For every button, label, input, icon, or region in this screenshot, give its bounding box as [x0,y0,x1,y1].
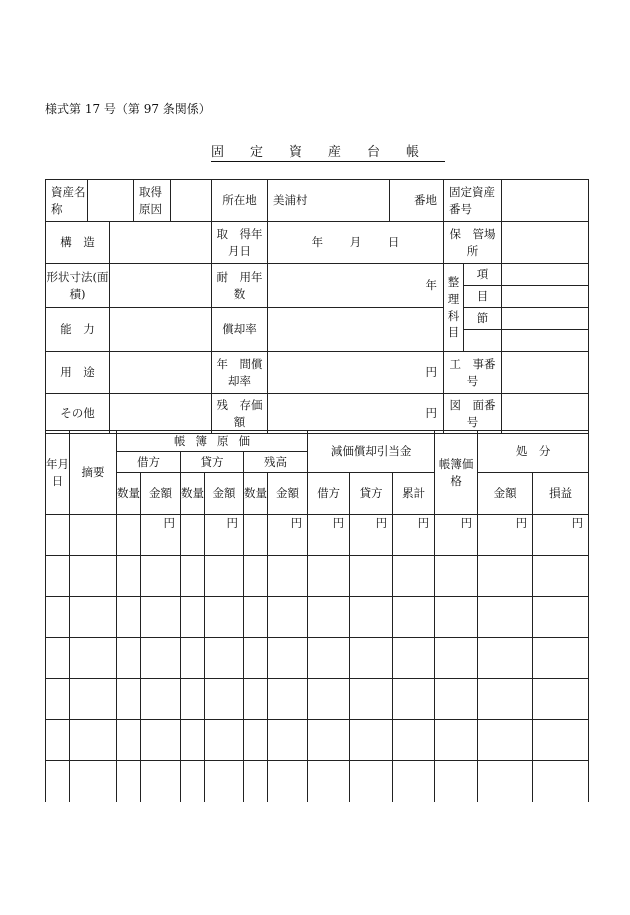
use-value[interactable] [110,352,212,394]
depr-rate-value[interactable] [268,308,444,352]
acquisition-cause-label: 取得原因 [134,180,171,222]
disposal-header: 処 分 [478,431,589,473]
table-row [46,679,589,720]
asset-number-label: 固定資産番号 [444,180,502,222]
disposal-amount-header: 金額 [478,473,533,515]
book-value-header: 帳簿原価 [117,431,308,452]
ledger-table [45,430,589,802]
asset-number-value[interactable] [502,180,589,222]
storage-value[interactable] [502,222,589,264]
amount-header: 金額 [141,473,181,515]
depr-rate-label: 償却率 [212,308,268,352]
depr-credit-header: 貸方 [350,473,393,515]
useful-life-label: 耐 用年 数 [212,264,268,308]
amount-header: 金額 [268,473,308,515]
page-title: 固定資産台帳 [210,145,445,160]
structure-label: 構 造 [46,222,110,264]
table-row [46,761,589,802]
qty-header: 数量 [181,473,205,515]
banchi-label: 番地 [390,180,444,222]
use-label: 用 途 [46,352,110,394]
annual-depr-label: 年 間償却率 [212,352,268,394]
residual-label: 残 存価 額 [212,394,268,434]
residual-value[interactable]: 円 [268,394,444,434]
drawing-no-label: 図 面番 号 [444,394,502,434]
annual-depr-value[interactable]: 円 [268,352,444,394]
work-no-value[interactable] [502,352,589,394]
asset-name-label: 資産名称 [46,180,88,222]
other-label: その他 [46,394,110,434]
table-row [46,720,589,761]
useful-life-value[interactable]: 年 [268,264,444,308]
work-no-label: 工 事番 号 [444,352,502,394]
summary-header: 摘要 [70,431,117,515]
qty-header: 数量 [244,473,268,515]
shape-label: 形状寸法(面積) [46,264,110,308]
other-value[interactable] [110,394,212,434]
structure-value[interactable] [110,222,212,264]
storage-label: 保 管場 所 [444,222,502,264]
setsu-value[interactable] [502,308,589,330]
shape-value[interactable] [110,264,212,308]
capacity-value[interactable] [110,308,212,352]
qty-header: 数量 [117,473,141,515]
arrange-label: 整理科目 [444,264,464,352]
asset-info-table [45,179,589,434]
book-price-header: 帳簿価格 [435,431,478,515]
table-row [46,597,589,638]
kou-value[interactable] [502,264,589,286]
ymd-header: 年月日 [46,431,70,515]
table-row: 円 円 円 円 円 円 円 円 円 [46,515,589,556]
depr-debit-header: 借方 [308,473,350,515]
location-label: 所在地 [212,180,268,222]
depr-cumulative-header: 累計 [393,473,435,515]
depr-reserve-header: 減価償却引当金 [308,431,435,473]
kou-label: 項 [464,264,502,286]
drawing-no-value[interactable] [502,394,589,434]
debit-header: 借方 [117,452,181,473]
acquisition-cause-value[interactable] [171,180,212,222]
arrange-extra-value[interactable] [502,330,589,352]
capacity-label: 能 力 [46,308,110,352]
table-row [46,638,589,679]
table-row [46,556,589,597]
form-number: 様式第 17 号（第 97 条関係） [45,102,211,116]
credit-header: 貸方 [181,452,244,473]
asset-name-value[interactable] [88,180,134,222]
acq-date-label: 取 得年月日 [212,222,268,264]
gain-loss-header: 損益 [533,473,589,515]
acq-date-value[interactable]: 年 月 日 [268,222,444,264]
arrange-blank [464,330,502,352]
moku-value[interactable] [502,286,589,308]
balance-header: 残高 [244,452,308,473]
amount-header: 金額 [205,473,244,515]
setsu-label: 節 [464,308,502,330]
location-value[interactable]: 美浦村 [268,180,390,222]
moku-label: 目 [464,286,502,308]
